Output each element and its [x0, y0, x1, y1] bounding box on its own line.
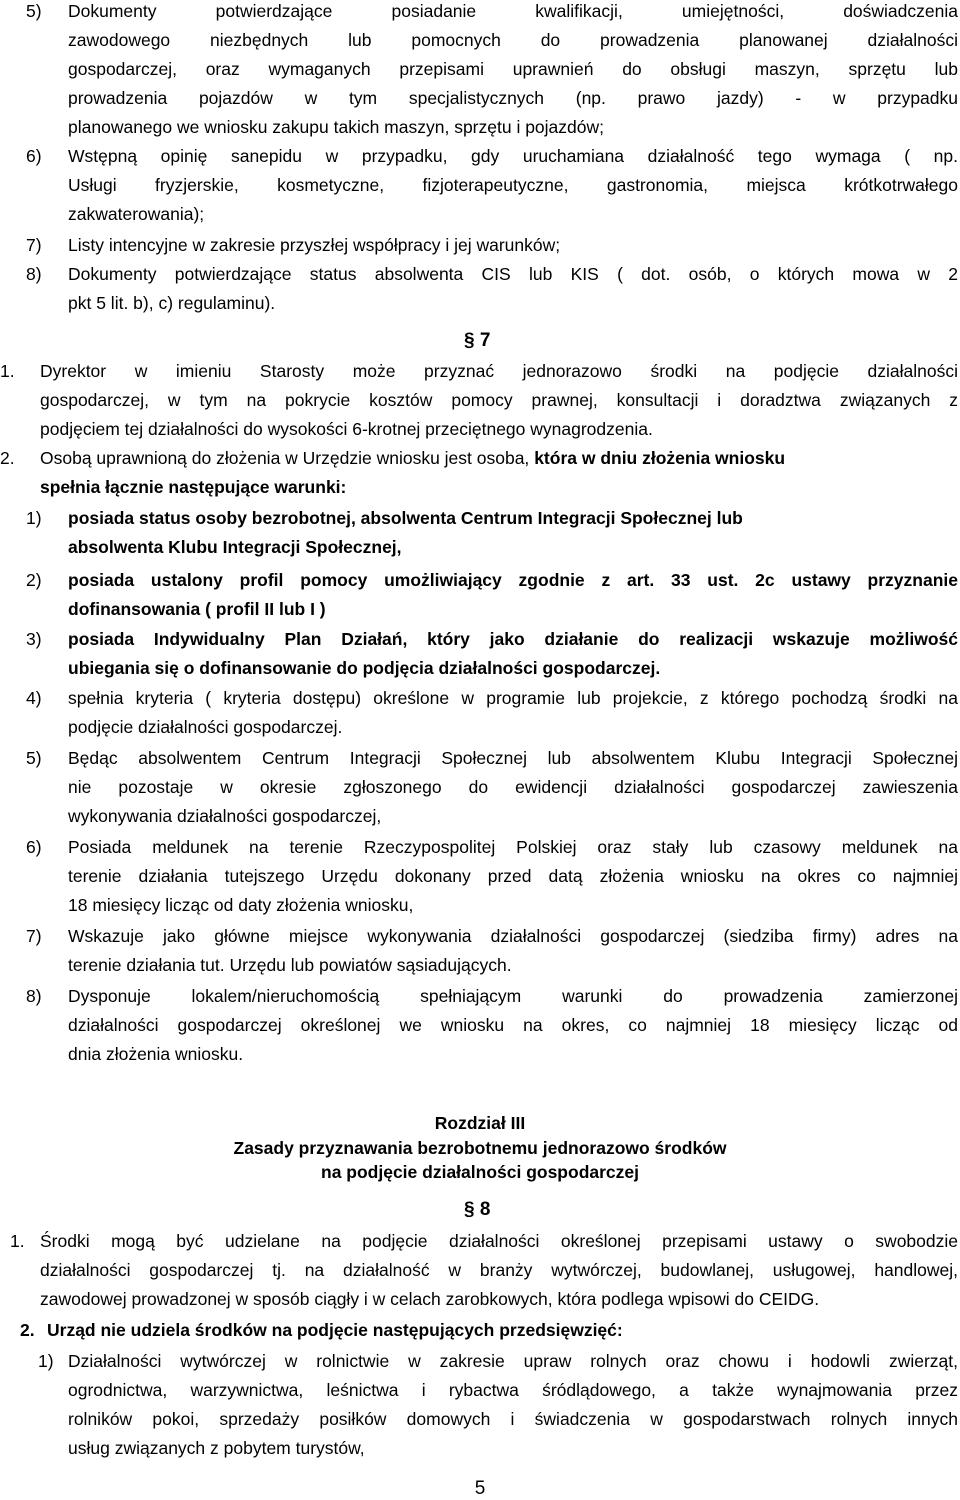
list-number: 8)	[26, 986, 42, 1006]
list-item-line: działalności gospodarczej określonej we wniosku na okres, co najmniej 18 miesięcy licząc od	[68, 1015, 958, 1035]
paragraph-line-bold: spełnia łącznie następujące warunki:	[40, 477, 347, 497]
paragraph-line	[40, 447, 785, 469]
list-number: 3)	[26, 629, 42, 649]
list-number: 8)	[26, 264, 42, 284]
list-item-line: rolników pokoi, sprzedaży posiłków domowych i świadczenia w gospodarstwach rolnych innych	[68, 1409, 958, 1429]
list-item-line: Dokumenty potwierdzające status absolwenta CIS lub KIS ( dot. osób, o których mowa w 2	[68, 264, 958, 284]
section-heading-8	[464, 1199, 490, 1221]
list-number: 6)	[26, 837, 42, 857]
list-item-line: dnia złożenia wniosku.	[68, 1044, 244, 1064]
list-item-line: zakwaterowania);	[68, 204, 205, 224]
section-number: 7	[479, 330, 491, 351]
list-item-line: ogrodnictwa, warzywnictwa, leśnictwa i rybactwa śródlądowego, a także wynajmowania przez	[68, 1380, 958, 1400]
paragraph-line: działalności gospodarczej tj. na działalność w branży wytwórczej, budowlanej, usługowej, handlowej,	[40, 1260, 958, 1280]
list-item-line: posiada Indywidualny Plan Działań, który jako działanie do realizacji wskazuje możliwość	[68, 629, 958, 649]
section-heading-7	[464, 330, 490, 352]
list-item-line: Dysponuje lokalem/nieruchomością spełniającym warunki do prowadzenia zamierzonej	[68, 986, 958, 1006]
list-item-line: wykonywania działalności gospodarczej,	[68, 806, 382, 826]
list-item-line: absolwenta Klubu Integracji Społecznej,	[68, 537, 402, 557]
list-item-line: terenie działania tut. Urzędu lub powiatów sąsiadujących.	[68, 955, 512, 975]
list-item-line: posiada status osoby bezrobotnej, absolwenta Centrum Integracji Społecznej lub	[68, 508, 743, 528]
paragraph-number: 2.	[20, 1320, 35, 1340]
list-item-line: dofinansowania ( profil II lub I )	[68, 599, 326, 619]
list-item-line: nie pozostaje w okresie zgłoszonego do ewidencji działalności gospodarczej zawieszenia	[68, 777, 958, 797]
list-item-line: Będąc absolwentem Centrum Integracji Społecznej lub absolwentem Klubu Integracji Społecznej	[68, 748, 958, 768]
chapter-title: Rozdział III	[434, 1113, 526, 1133]
list-number: 7)	[26, 235, 42, 255]
list-number: 6)	[26, 146, 42, 166]
chapter-subtitle: na podjęcie działalności gospodarczej	[321, 1162, 639, 1182]
list-item-line: zawodowego niezbędnych lub pomocnych do prowadzenia planowanej działalności	[68, 30, 958, 50]
paragraph-line: podjęciem tej działalności do wysokości 6-krotnej przeciętnego wynagrodzenia.	[40, 419, 653, 439]
list-number: 4)	[26, 688, 42, 708]
list-number: 1)	[38, 1351, 54, 1371]
paragraph-number: 2.	[0, 448, 15, 468]
paragraph-text-bold: która w dniu złożenia wniosku	[534, 448, 786, 468]
paragraph-line: Dyrektor w imieniu Starosty może przyznać jednorazowo środki na podjęcie działalności	[40, 361, 958, 381]
list-number: 7)	[26, 926, 42, 946]
list-item-line: Usługi fryzjerskie, kosmetyczne, fizjoterapeutyczne, gastronomia, miejsca krótkotrwałego	[68, 175, 958, 195]
list-number: 2)	[26, 570, 42, 590]
list-item-line: podjęcie działalności gospodarczej.	[68, 717, 343, 737]
list-item-line: ubiegania się o dofinansowanie do podjęcia działalności gospodarczej.	[68, 658, 661, 678]
list-item-line: prowadzenia pojazdów w tym specjalistycznych (np. prawo jazdy) - w przypadku	[68, 88, 958, 108]
list-item-line: planowanego we wniosku zakupu takich maszyn, sprzętu i pojazdów;	[68, 117, 604, 137]
section-sign-icon: §	[464, 330, 475, 351]
list-number: 5)	[26, 748, 42, 768]
list-item-line: usług związanych z pobytem turystów,	[68, 1438, 365, 1458]
paragraph-number: 1.	[10, 1231, 25, 1251]
list-item-line: Wskazuje jako główne miejsce wykonywania działalności gospodarczej (siedziba firmy) adres na	[68, 926, 958, 946]
paragraph-line: Środki mogą być udzielane na podjęcie działalności określonej przepisami ustawy o swobodzie	[40, 1231, 958, 1251]
list-item-line: terenie działania tutejszego Urzędu dokonany przed datą złożenia wniosku na okres co najmniej	[68, 866, 958, 886]
section-sign-icon: §	[464, 1199, 475, 1220]
list-item-line: spełnia kryteria ( kryteria dostępu) określone w programie lub projekcie, z którego pochodzą środki na	[68, 688, 958, 708]
list-item-line: 18 miesięcy licząc od daty złożenia wniosku,	[68, 895, 414, 915]
list-number: 1)	[26, 508, 42, 528]
page-number: 5	[474, 1478, 486, 1499]
list-item-line: posiada ustalony profil pomocy umożliwiający zgodnie z art. 33 ust. 2c ustawy przyznanie	[68, 570, 958, 590]
list-item-line: pkt 5 lit. b), c) regulaminu).	[68, 293, 276, 313]
list-number: 5)	[26, 1, 42, 21]
paragraph-number: 1.	[0, 361, 15, 381]
list-item-line: Działalności wytwórczej w rolnictwie w zakresie upraw rolnych oraz chowu i hodowli zwierząt,	[68, 1351, 958, 1371]
chapter-subtitle: Zasady przyznawania bezrobotnemu jednorazowo środków	[233, 1138, 727, 1158]
paragraph-line-bold: Urząd nie udziela środków na podjęcie następujących przedsięwzięć:	[47, 1320, 623, 1340]
list-item-line: Listy intencyjne w zakresie przyszłej współpracy i jej warunków;	[68, 235, 561, 255]
list-item-line: gospodarczej, oraz wymaganych przepisami uprawnień do obsługi maszyn, sprzętu lub	[68, 59, 958, 79]
section-number: 8	[479, 1199, 491, 1220]
paragraph-text: Osobą uprawnioną do złożenia w Urzędzie wniosku jest osoba,	[40, 448, 530, 468]
paragraph-line: gospodarczej, w tym na pokrycie kosztów pomocy prawnej, konsultacji i doradztwa związanych z	[40, 390, 958, 410]
list-item-line: Wstępną opinię sanepidu w przypadku, gdy uruchamiana działalność tego wymaga ( np.	[68, 146, 958, 166]
list-item-line: Posiada meldunek na terenie Rzeczypospolitej Polskiej oraz stały lub czasowy meldunek na	[68, 837, 958, 857]
list-item-line: Dokumenty potwierdzające posiadanie kwalifikacji, umiejętności, doświadczenia	[68, 1, 958, 21]
paragraph-line: zawodowej prowadzonej w sposób ciągły i w celach zarobkowych, która podlega wpisowi do CEIDG.	[40, 1289, 820, 1309]
